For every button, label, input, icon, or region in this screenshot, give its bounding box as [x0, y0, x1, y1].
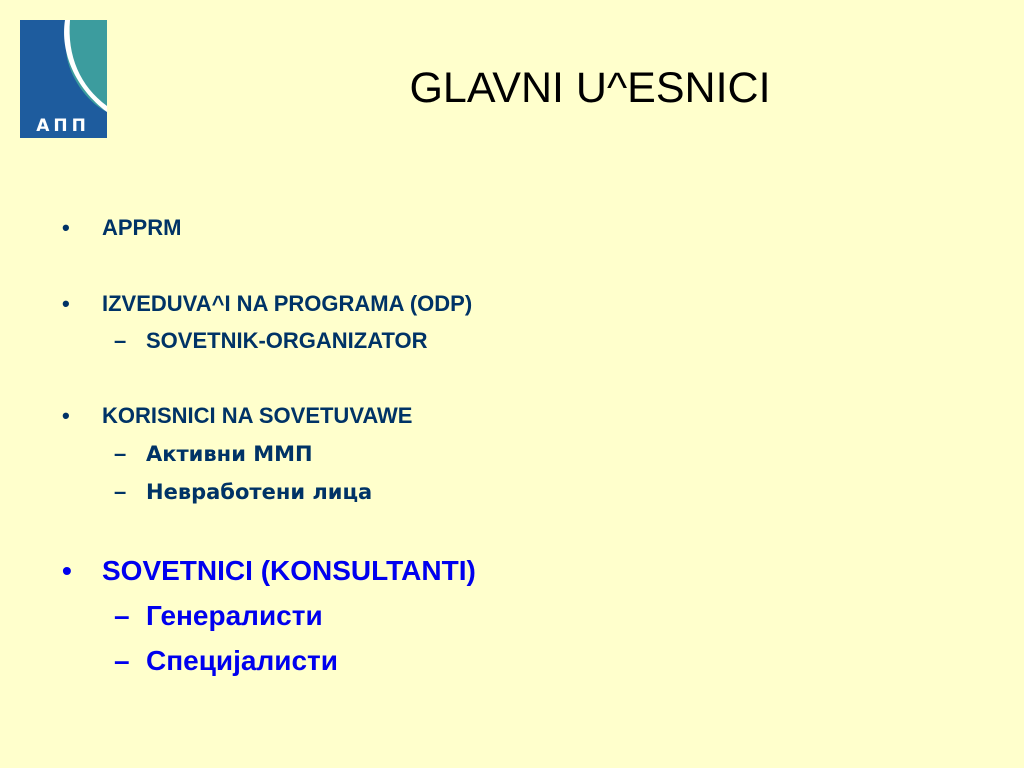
dash-icon: –	[114, 600, 130, 631]
sub-item	[114, 441, 313, 467]
bullet-icon: •	[62, 555, 72, 586]
sub-item-highlight	[114, 600, 323, 632]
logo-text: АПП	[36, 116, 90, 136]
dash-icon: –	[114, 645, 130, 676]
dash-icon: –	[114, 479, 127, 504]
dash-icon: –	[114, 441, 127, 466]
list-item	[62, 291, 472, 317]
sub-item-text: Генералисти	[146, 600, 323, 631]
slide-title: GLAVNI U^ESNICI	[409, 64, 771, 112]
list-item-highlight	[62, 555, 476, 587]
dash-icon: –	[114, 328, 127, 353]
item-text: SOVETNICI (KONSULTANTI)	[102, 555, 476, 586]
list-item	[62, 215, 181, 241]
bullet-icon: •	[62, 215, 70, 240]
item-text: IZVEDUVA^I NA PROGRAMA (ODP)	[102, 291, 473, 316]
sub-item-text: Специјалисти	[146, 645, 338, 676]
sub-item-highlight	[114, 645, 338, 677]
bullet-icon: •	[62, 291, 70, 316]
sub-item	[114, 328, 428, 354]
sub-item-text: Активни ММП	[146, 442, 313, 466]
sub-item	[114, 479, 372, 505]
bullet-icon: •	[62, 403, 70, 428]
item-text: KORISNICI NA SOVETUVAWE	[102, 403, 413, 428]
sub-item-text: Невработени лица	[146, 480, 373, 504]
sub-item-text: SOVETNIK-ORGANIZATOR	[146, 328, 428, 353]
item-text: APPRM	[102, 215, 182, 240]
list-item	[62, 403, 412, 429]
